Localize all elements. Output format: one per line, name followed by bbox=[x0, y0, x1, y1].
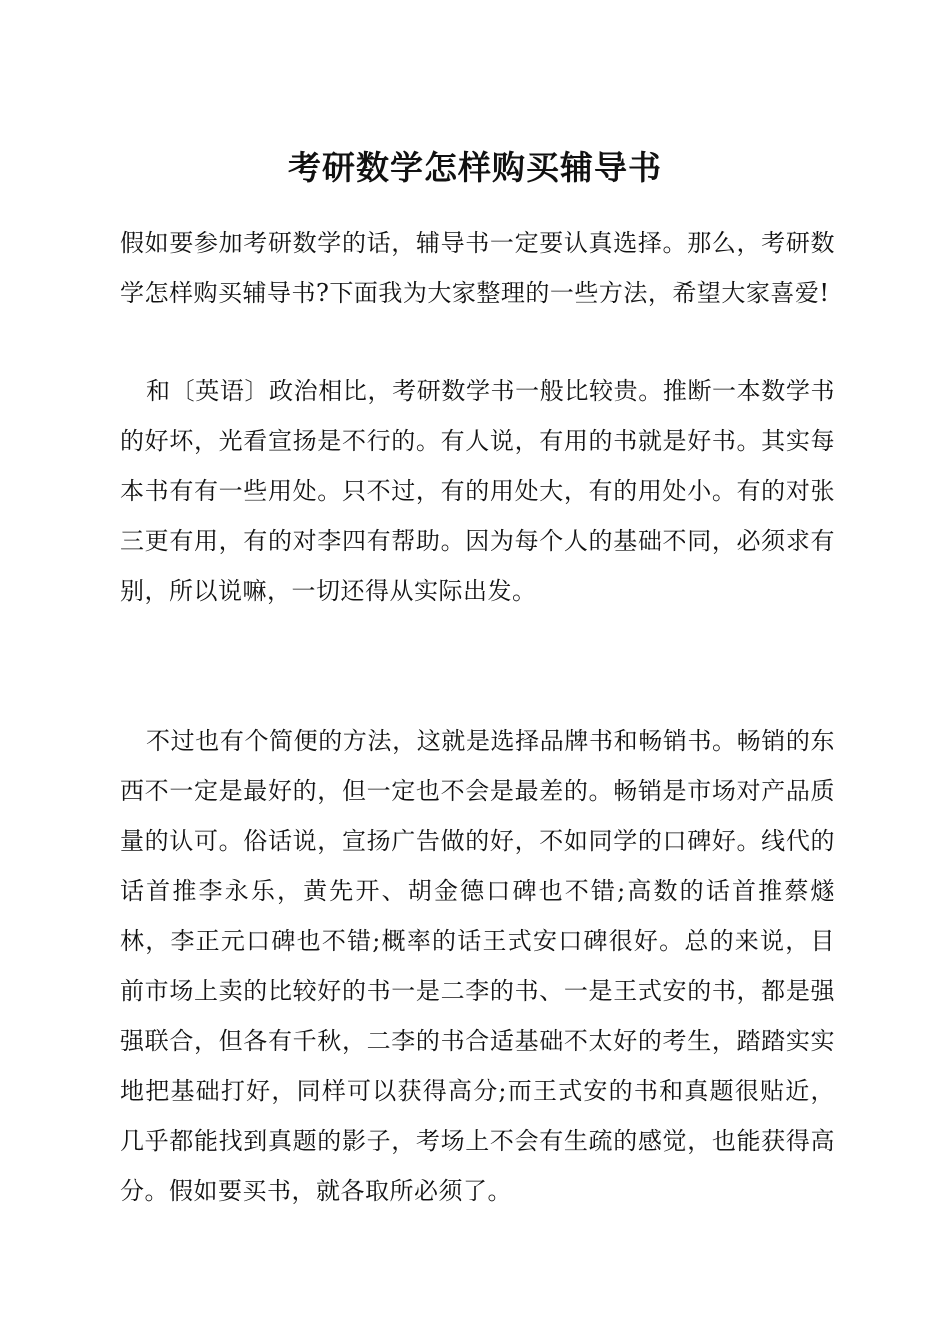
paragraph-recommendation: 不过也有个简便的方法，这就是选择品牌书和畅销书。畅销的东西不一定是最好的，但一定也不会是最差的。畅销是市场对产品质量的认可。俗话说，宣扬广告做的好，不如同学的口碑好。线代的话首推李永乐，黄先开、胡金德口碑也不错;高数的话首推蔡燧林，李正元口碑也不错;概率的话王式安口碑很好。总的来说，目前市场上卖的比较好的书一是二李的书、一是王式安的书，都是强强联合，但各有千秋，二李的书合适基础不太好的考生，踏踏实实地把基础打好，同样可以获得高分;而王式安的书和真题很贴近，几乎都能找到真题的影子，考场上不会有生疏的感觉，也能获得高分。假如要买书，就各取所必须了。 bbox=[120, 727, 835, 1205]
paragraph-comparison: 和〔英语〕政治相比，考研数学书一般比较贵。推断一本数学书的好坏，光看宣扬是不行的。有人说，有用的书就是好书。其实每本书有有一些用处。只不过，有的用处大，有的用处小。有的对张三更有用，有的对李四有帮助。因为每个人的基础不同，必须求有别，所以说嘛，一切还得从实际出发。 bbox=[120, 377, 835, 605]
paragraph-intro: 假如要参加考研数学的话，辅导书一定要认真选择。那么，考研数学怎样购买辅导书?下面我为大家整理的一些方法，希望大家喜爱! bbox=[120, 229, 835, 307]
document-title: 考研数学怎样购买辅导书 bbox=[288, 148, 662, 187]
